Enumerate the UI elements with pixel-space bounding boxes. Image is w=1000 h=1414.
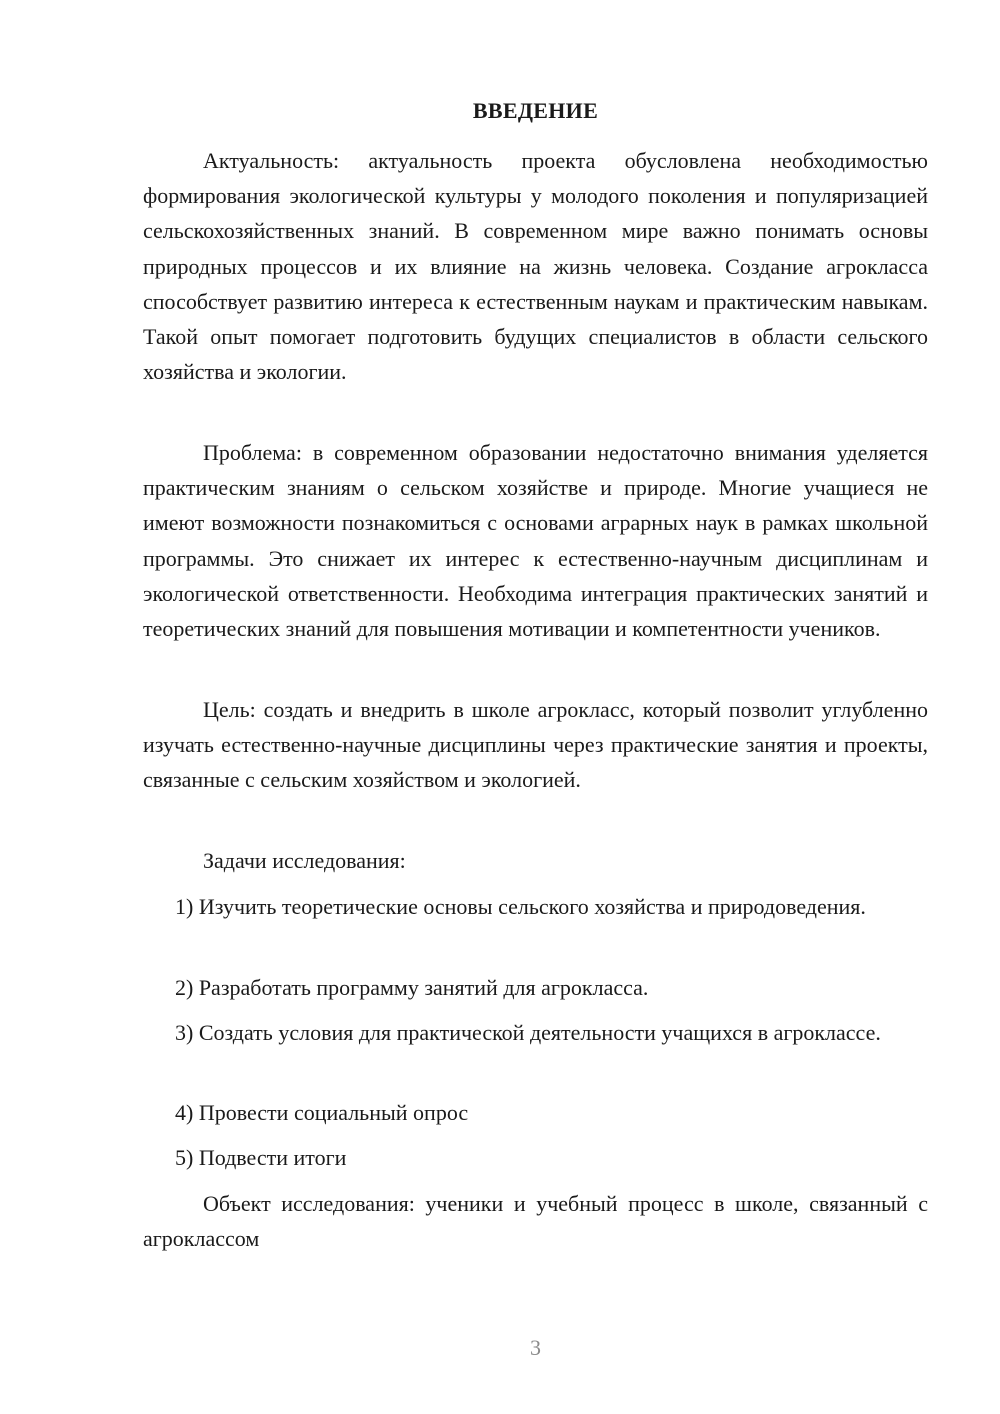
page-title: ВВЕДЕНИЕ (472, 98, 599, 123)
list-item-task-4: 4) Провести социальный опрос (175, 1100, 469, 1125)
page-number: 3 (530, 1335, 541, 1360)
paragraph-tasks-heading: Задачи исследования: (203, 848, 406, 873)
list-item-task-5: 5) Подвести итоги (175, 1145, 347, 1170)
paragraph-goal: Цель: создать и внедрить в школе агрокласс, который позволит углубленно изучать естественно-научные дисциплины через практические занятия и проекты, связанные с сельским хозяйством и экологией. (143, 697, 928, 793)
list-item-task-2: 2) Разработать программу занятий для агрокласса. (175, 975, 649, 1000)
document-page (143, 0, 928, 1414)
paragraph-problem: Проблема: в современном образовании недостаточно внимания уделяется практическим знаниям о сельском хозяйстве и природе. Многие учащиеся не имеют возможности познакомиться с основами аграрных наук в рамках школьной программы. Это снижает их интерес к естественно-научным дисциплинам и экологической ответственности. Необходима интеграция практических занятий и теоретических знаний для повышения мотивации и компетентности учеников. (143, 440, 928, 642)
paragraph-relevance: Актуальность: актуальность проекта обусловлена необходимостью формирования экологической культуры у молодого поколения и популяризацией сельскохозяйственных знаний. В современном мире важно понимать основы природных процессов и их влияние на жизнь человека. Создание агрокласса способствует развитию интереса к естественным наукам и практическим навыкам. Такой опыт помогает подготовить будущих специалистов в области сельского хозяйства и экологии. (143, 148, 928, 385)
list-item-task-1: 1) Изучить теоретические основы сельского хозяйства и природоведения. (175, 894, 866, 919)
list-item-task-3: 3) Создать условия для практической деятельности учащихся в агроклассе. (175, 1020, 881, 1045)
paragraph-object: Объект исследования: ученики и учебный процесс в школе, связанный с агроклассом (143, 1191, 928, 1252)
